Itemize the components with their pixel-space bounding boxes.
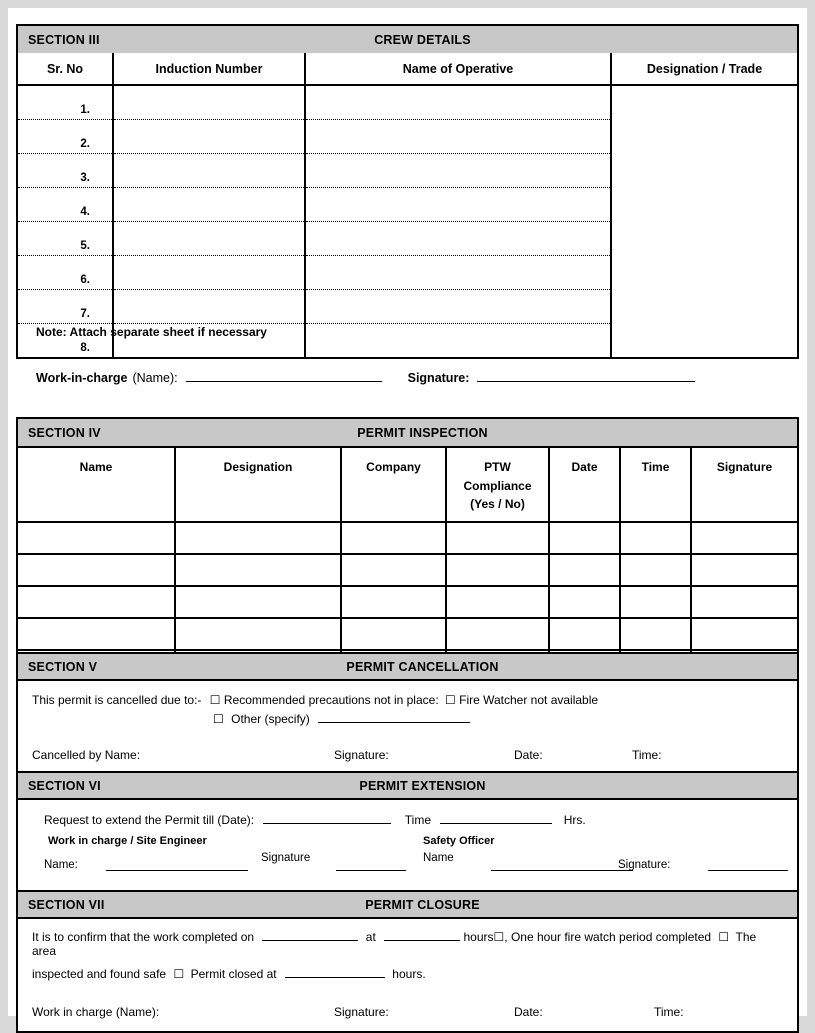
- inspection-header-row: [17, 447, 798, 522]
- cancellation-option-fire-watcher: Fire Watcher not available: [459, 693, 599, 707]
- crew-cell-designation[interactable]: [611, 222, 798, 256]
- section-5-title: PERMIT CANCELLATION: [346, 659, 499, 674]
- inspection-cell-name[interactable]: [17, 554, 175, 586]
- section-4-header-bar: [16, 417, 799, 446]
- crew-cell-induction[interactable]: [113, 154, 305, 188]
- extension-time-label: Time: [404, 813, 432, 827]
- inspection-col-date: Date: [549, 447, 620, 522]
- inspection-cell-name[interactable]: [17, 586, 175, 618]
- closure-date-line[interactable]: [262, 939, 358, 941]
- cancelled-by-name-label: Cancelled by Name:: [32, 748, 141, 762]
- extension-work-in-charge-name-line[interactable]: [106, 869, 248, 871]
- inspection-cell-date[interactable]: [549, 618, 620, 650]
- inspection-cell-designation[interactable]: [175, 554, 341, 586]
- crew-row-number: 6.: [17, 256, 113, 290]
- table-row[interactable]: [17, 290, 798, 324]
- section-3-header-bar: [16, 24, 799, 53]
- table-row[interactable]: [17, 554, 798, 586]
- inspection-cell-designation[interactable]: [175, 618, 341, 650]
- crew-cell-induction[interactable]: [113, 188, 305, 222]
- inspection-cell-ptw[interactable]: [446, 586, 549, 618]
- inspection-cell-ptw[interactable]: [446, 554, 549, 586]
- crew-row-number: 1.: [17, 85, 113, 120]
- inspection-cell-ptw[interactable]: [446, 522, 549, 554]
- inspection-cell-company[interactable]: [341, 618, 446, 650]
- crew-cell-designation[interactable]: [611, 85, 798, 120]
- crew-cell-name[interactable]: [305, 154, 611, 188]
- inspection-cell-name[interactable]: [17, 618, 175, 650]
- extension-time-line[interactable]: [440, 822, 552, 824]
- crew-col-name-of-operative: Name of Operative: [305, 53, 611, 85]
- work-in-charge-signature-label: Signature:: [407, 371, 470, 385]
- closure-work-in-charge-label: Work in charge (Name):: [32, 1005, 160, 1019]
- crew-cell-name[interactable]: [305, 120, 611, 154]
- crew-cell-designation[interactable]: [611, 324, 798, 359]
- work-in-charge-label-bold: Work-in-charge: [36, 371, 128, 385]
- crew-row-number: 5.: [17, 222, 113, 256]
- extension-request-label: Request to extend the Permit till (Date):: [44, 813, 255, 827]
- work-in-charge-name-line[interactable]: [186, 380, 382, 382]
- crew-cell-induction[interactable]: [113, 256, 305, 290]
- inspection-cell-ptw[interactable]: [446, 618, 549, 650]
- crew-col-designation-trade: Designation / Trade: [611, 53, 798, 85]
- section-4-title: PERMIT INSPECTION: [357, 425, 488, 440]
- closure-closed-time-line[interactable]: [285, 976, 385, 978]
- table-row[interactable]: [17, 586, 798, 618]
- cancellation-reasons-line: [18, 693, 797, 707]
- inspection-cell-company[interactable]: [341, 522, 446, 554]
- crew-cell-name[interactable]: [305, 85, 611, 120]
- crew-cell-designation[interactable]: [611, 120, 798, 154]
- extension-request-line: [18, 800, 797, 827]
- cancellation-option-other: Other (specify): [231, 712, 310, 726]
- inspection-col-company: Company: [341, 447, 446, 522]
- inspection-col-designation: Designation: [175, 447, 341, 522]
- extension-safety-officer-name-label: Name: [423, 852, 454, 864]
- crew-cell-name[interactable]: [305, 324, 611, 359]
- crew-cell-name[interactable]: [305, 222, 611, 256]
- crew-cell-designation[interactable]: [611, 188, 798, 222]
- checkbox-icon[interactable]: ☐: [445, 693, 456, 707]
- work-in-charge-label-name: (Name):: [132, 371, 178, 385]
- crew-table-body: [17, 85, 798, 358]
- section-5-header-bar: [18, 654, 797, 681]
- cancellation-other-line: [18, 712, 797, 726]
- cancellation-option-precautions: Recommended precautions not in place:: [223, 693, 439, 707]
- inspection-cell-date[interactable]: [549, 522, 620, 554]
- table-row[interactable]: [17, 85, 798, 120]
- section-7-permit-closure: [16, 890, 799, 1033]
- extension-work-in-charge-title: Work in charge / Site Engineer: [48, 835, 207, 847]
- ptw-line-3: (Yes / No): [470, 497, 525, 512]
- closure-inspected-text: inspected and found safe: [32, 967, 167, 981]
- cancellation-lead-text: This permit is cancelled due to:-: [32, 693, 202, 707]
- closure-hours-line[interactable]: [384, 939, 460, 941]
- closure-at-label: at: [365, 930, 376, 944]
- inspection-cell-designation[interactable]: [175, 586, 341, 618]
- checkbox-icon[interactable]: ☐: [173, 967, 185, 981]
- closure-signature-row: [32, 1005, 783, 1031]
- crew-row-number: 2.: [17, 120, 113, 154]
- work-in-charge-signature-row: [36, 371, 695, 385]
- crew-row-number: 4.: [17, 188, 113, 222]
- closure-hours-label: hours: [463, 930, 494, 944]
- inspection-cell-signature[interactable]: [691, 522, 798, 554]
- inspection-cell-time[interactable]: [620, 554, 691, 586]
- section-7-title: PERMIT CLOSURE: [365, 897, 480, 912]
- closure-firewatch-text: , One hour fire watch period completed: [504, 930, 712, 944]
- inspection-cell-designation[interactable]: [175, 522, 341, 554]
- crew-row-number: 3.: [17, 154, 113, 188]
- crew-cell-name[interactable]: [305, 290, 611, 324]
- section-6-header-bar: [18, 773, 797, 800]
- crew-cell-induction[interactable]: [113, 222, 305, 256]
- crew-cell-induction[interactable]: [113, 290, 305, 324]
- section-6-title: PERMIT EXTENSION: [359, 778, 486, 793]
- checkbox-icon[interactable]: ☐: [493, 930, 505, 944]
- permit-inspection-table: [16, 446, 799, 683]
- closure-signature-label: Signature:: [334, 1005, 389, 1019]
- crew-row-number: 8.: [17, 324, 113, 359]
- section-7-body: [18, 919, 797, 1031]
- section-7-header-bar: [18, 892, 797, 919]
- work-in-charge-signature-line[interactable]: [477, 380, 695, 382]
- table-row[interactable]: [17, 522, 798, 554]
- table-row[interactable]: [17, 256, 798, 290]
- extension-date-line[interactable]: [263, 822, 391, 824]
- cancellation-signature-label: Signature:: [334, 748, 389, 762]
- crew-cell-induction[interactable]: [113, 85, 305, 120]
- extension-safety-officer-signature-label: Signature:: [618, 859, 671, 871]
- inspection-cell-company[interactable]: [341, 586, 446, 618]
- section-4-id: SECTION IV: [28, 425, 101, 440]
- extension-work-in-charge-name-label: Name:: [44, 859, 78, 871]
- closure-date-label: Date:: [514, 1005, 543, 1019]
- crew-cell-induction[interactable]: [113, 120, 305, 154]
- table-row[interactable]: [17, 120, 798, 154]
- inspection-cell-signature[interactable]: [691, 554, 798, 586]
- table-row[interactable]: [17, 618, 798, 650]
- document-page: [8, 8, 807, 1019]
- inspection-col-ptw-compliance: [446, 447, 549, 522]
- section-5-id: SECTION V: [28, 659, 98, 674]
- crew-attachment-note: Note: Attach separate sheet if necessary: [36, 325, 267, 339]
- closure-permit-closed-label: Permit closed at: [190, 967, 277, 981]
- section-6-body: [18, 800, 797, 895]
- crew-cell-designation[interactable]: [611, 256, 798, 290]
- table-row[interactable]: [17, 222, 798, 256]
- crew-cell-name[interactable]: [305, 256, 611, 290]
- extension-safety-officer-signature-line[interactable]: [708, 869, 788, 871]
- inspection-cell-company[interactable]: [341, 554, 446, 586]
- inspection-col-name: Name: [17, 447, 175, 522]
- extension-safety-officer-name-line[interactable]: [491, 869, 633, 871]
- section-4-permit-inspection: [16, 417, 799, 683]
- section-5-body: [18, 681, 797, 772]
- ptw-line-2: Compliance: [463, 478, 532, 493]
- checkbox-icon[interactable]: ☐: [718, 930, 730, 944]
- crew-cell-designation[interactable]: [611, 290, 798, 324]
- inspection-cell-date[interactable]: [549, 554, 620, 586]
- cancellation-date-label: Date:: [514, 748, 543, 762]
- inspection-cell-time[interactable]: [620, 618, 691, 650]
- checkbox-icon[interactable]: ☐: [213, 712, 224, 726]
- crew-row-number: 7.: [17, 290, 113, 324]
- crew-cell-name[interactable]: [305, 188, 611, 222]
- closure-line-1: [32, 930, 783, 958]
- inspection-cell-time[interactable]: [620, 586, 691, 618]
- table-row[interactable]: [17, 188, 798, 222]
- extension-approval-grid: [18, 835, 797, 887]
- extension-work-in-charge-signature-label: Signature: [261, 852, 311, 864]
- section-3-title: CREW DETAILS: [374, 32, 471, 47]
- inspection-cell-name[interactable]: [17, 522, 175, 554]
- cancellation-signature-row: [18, 748, 797, 762]
- inspection-cell-signature[interactable]: [691, 586, 798, 618]
- crew-details-table: [16, 53, 799, 359]
- checkbox-icon[interactable]: ☐: [209, 693, 221, 707]
- closure-confirm-text: It is to confirm that the work completed on: [32, 930, 255, 944]
- inspection-cell-signature[interactable]: [691, 618, 798, 650]
- section-3-id: SECTION III: [28, 32, 100, 47]
- crew-col-induction-number: Induction Number: [113, 53, 305, 85]
- section-6-permit-extension: [16, 771, 799, 897]
- inspection-col-signature: Signature: [691, 447, 798, 522]
- section-7-id: SECTION VII: [28, 897, 105, 912]
- cancellation-time-label: Time:: [632, 748, 662, 762]
- table-row[interactable]: [17, 154, 798, 188]
- crew-cell-designation[interactable]: [611, 154, 798, 188]
- cancellation-other-input-line[interactable]: [318, 721, 470, 723]
- closure-hours-unit-label: hours.: [392, 967, 426, 981]
- closure-area-text: The area: [32, 930, 757, 958]
- closure-time-label: Time:: [654, 1005, 684, 1019]
- closure-line-2: [32, 967, 783, 981]
- inspection-col-time: Time: [620, 447, 691, 522]
- crew-col-sr-no: Sr. No: [17, 53, 113, 85]
- extension-hrs-label: Hrs.: [563, 813, 586, 827]
- section-6-id: SECTION VI: [28, 778, 101, 793]
- inspection-cell-date[interactable]: [549, 586, 620, 618]
- crew-table-header-row: [17, 53, 798, 85]
- section-5-permit-cancellation: [16, 652, 799, 774]
- section-3-crew-details: [16, 24, 799, 359]
- extension-safety-officer-title: Safety Officer: [423, 835, 495, 847]
- inspection-cell-time[interactable]: [620, 522, 691, 554]
- ptw-line-1: PTW: [484, 460, 511, 474]
- extension-work-in-charge-signature-line[interactable]: [336, 869, 406, 871]
